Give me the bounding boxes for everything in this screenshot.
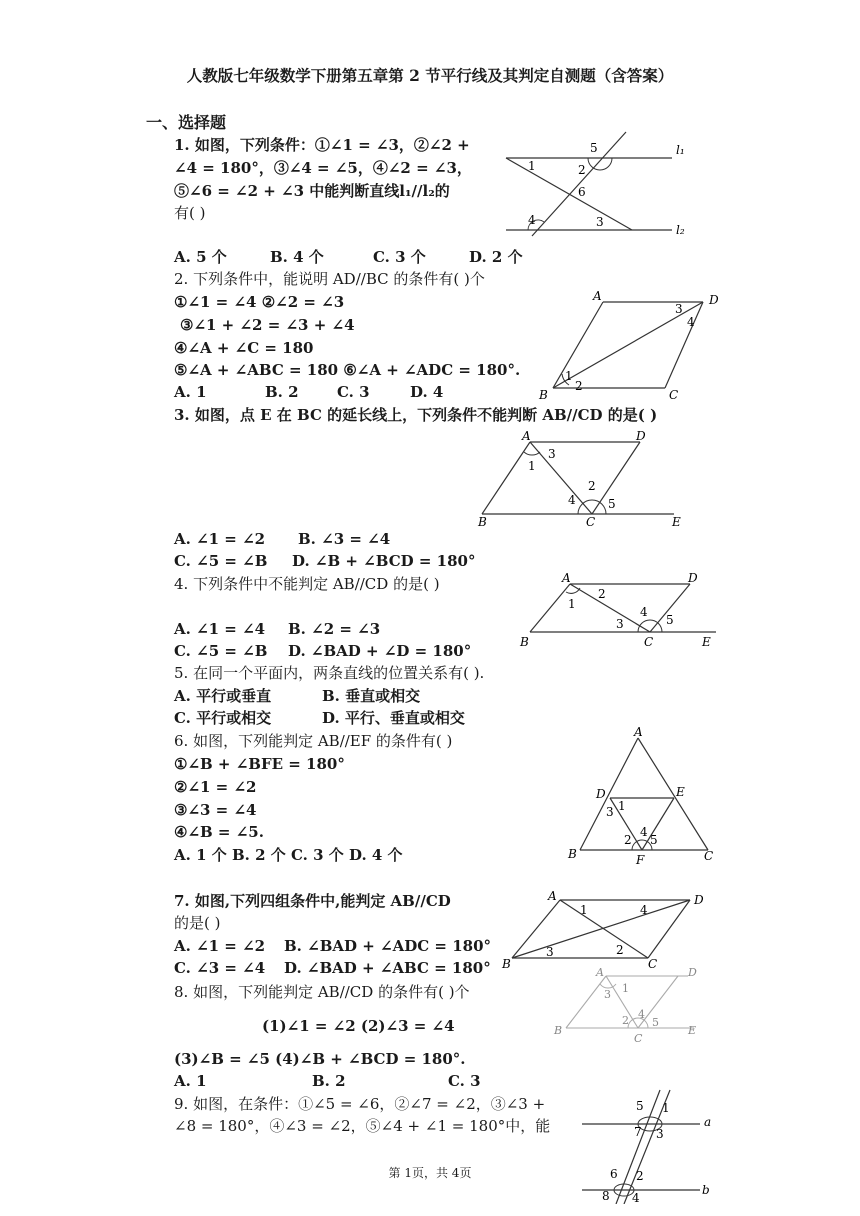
q3-option-a: A. ∠1 = ∠2 <box>174 530 266 548</box>
q3-label: 1 <box>528 459 536 473</box>
q2-label: B <box>539 388 548 402</box>
q2-label: C <box>669 388 679 402</box>
q4-label: D <box>688 571 698 585</box>
q6-label: 5 <box>650 833 658 847</box>
q5-option-d: D. 平行、垂直或相交 <box>322 709 465 727</box>
q7-label: 3 <box>546 945 554 959</box>
q8-option-c: C. 3 <box>448 1072 481 1090</box>
q1-line: 有( ) <box>174 204 206 222</box>
q7-label: C <box>648 957 658 970</box>
section-heading: 一、选择题 <box>146 113 227 132</box>
q8-figure <box>544 962 718 1046</box>
q3-option-c: C. ∠5 = ∠B <box>174 552 268 570</box>
q6-figure <box>562 724 728 868</box>
q1-label: l₁ <box>676 143 685 157</box>
q9-label: 8 <box>602 1189 610 1203</box>
q9-label: 6 <box>610 1167 618 1181</box>
q8-label: E <box>688 1024 697 1037</box>
q6-line: 6. 如图，下列能判定 AB//EF 的条件有( ) <box>174 732 453 750</box>
q4-figure <box>516 568 722 652</box>
q2-line: ③∠1 + ∠2 = ∠3 + ∠4 <box>180 316 355 334</box>
q2-line: ①∠1 = ∠4 ②∠2 = ∠3 <box>174 293 345 311</box>
q2-option-b: B. 2 <box>265 383 299 401</box>
q4-option-c: C. ∠5 = ∠B <box>174 642 268 660</box>
q3-figure <box>474 428 696 530</box>
q6-label: E <box>676 785 685 799</box>
q8-option-a: A. 1 <box>174 1072 207 1090</box>
q6-label: A <box>634 725 643 739</box>
q7-line: 7. 如图,下列四组条件中,能判定 AB//CD <box>174 892 451 910</box>
q2-label: 1 <box>565 369 573 383</box>
q9-label: b <box>702 1183 710 1197</box>
q7-label: D <box>694 893 704 907</box>
q9-label: 1 <box>662 1101 670 1115</box>
q9-label: 4 <box>632 1191 640 1204</box>
q8-label: D <box>688 966 697 979</box>
q7-label: A <box>548 889 557 903</box>
q5-option-c: C. 平行或相交 <box>174 709 272 727</box>
q8-line: (3)∠B = ∠5 (4)∠B + ∠BCD = 180°. <box>174 1050 466 1068</box>
q2-line: 2. 下列条件中，能说明 AD//BC 的条件有( )个 <box>174 270 485 288</box>
q1-line: ∠4 = 180°，③∠4 = ∠5，④∠2 = ∠3， <box>174 159 472 177</box>
q8-label: C <box>634 1032 643 1045</box>
q7-line: 的是( ) <box>174 914 221 932</box>
q9-label: 3 <box>656 1127 664 1141</box>
q1-figure <box>500 130 700 238</box>
q8-label: B <box>554 1024 563 1037</box>
q3-label: 5 <box>608 497 616 511</box>
q1-line: 1. 如图，下列条件：①∠1 = ∠3，②∠2 + <box>174 136 470 154</box>
q7-label: B <box>502 957 511 970</box>
q4-label: B <box>520 635 529 649</box>
q2-label: 3 <box>675 302 683 316</box>
q8-line: 8. 如图，下列能判定 AB//CD 的条件有( )个 <box>174 983 470 1001</box>
q9-label: a <box>704 1115 712 1129</box>
q6-label: D <box>596 787 606 801</box>
q7-option-d: D. ∠BAD + ∠ABC = 180° <box>284 959 491 977</box>
q8-label: 3 <box>604 988 611 1001</box>
q9-line: ∠8 = 180°，④∠3 = ∠2，⑤∠4 + ∠1 = 180°中，能 <box>174 1117 551 1135</box>
q6-label: 2 <box>624 833 632 847</box>
q7-figure <box>498 888 712 970</box>
q2-label: 4 <box>687 315 695 329</box>
q4-label: A <box>562 571 571 585</box>
q4-label: E <box>702 635 711 649</box>
q2-figure <box>535 288 735 403</box>
q6-line: ④∠B = ∠5. <box>174 823 264 841</box>
q4-option-b: B. ∠2 = ∠3 <box>288 620 381 638</box>
q8-label: 5 <box>652 1016 659 1029</box>
q4-line: 4. 下列条件中不能判定 AB//CD 的是( ) <box>174 575 440 593</box>
page-title: 人教版七年级数学下册第五章第 2 节平行线及其判定自测题（含答案） <box>186 66 674 85</box>
q2-option-c: C. 3 <box>337 383 370 401</box>
q8-label: 2 <box>622 1014 629 1027</box>
q3-label: C <box>586 515 596 529</box>
q6-line: ①∠B + ∠BFE = 180° <box>174 755 345 773</box>
q8-label: 1 <box>622 982 629 995</box>
q6-line: ③∠3 = ∠4 <box>174 801 257 819</box>
q4-label: C <box>644 635 654 649</box>
q4-option-d: D. ∠BAD + ∠D = 180° <box>288 642 472 660</box>
q1-option-a: A. 5 个 <box>174 248 227 266</box>
q4-label: 1 <box>568 597 576 611</box>
q3-label: D <box>636 429 646 443</box>
q4-label: 2 <box>598 587 606 601</box>
q5-option-b: B. 垂直或相交 <box>322 687 421 705</box>
q3-label: E <box>672 515 681 529</box>
q7-label: 2 <box>616 943 624 957</box>
q7-label: 4 <box>640 903 648 917</box>
q2-option-d: D. 4 <box>410 383 444 401</box>
q1-line: ⑤∠6 = ∠2 + ∠3 中能判断直线l₁//l₂的 <box>174 182 450 200</box>
q9-label: 7 <box>634 1125 642 1139</box>
q2-label: D <box>709 293 719 307</box>
q1-option-c: C. 3 个 <box>373 248 426 266</box>
q3-option-b: B. ∠3 = ∠4 <box>298 530 391 548</box>
q6-line: ②∠1 = ∠2 <box>174 778 257 796</box>
q2-line: ④∠A + ∠C = 180 <box>174 339 314 357</box>
q6-label: 4 <box>640 825 648 839</box>
q3-label: A <box>522 429 531 443</box>
q5-option-a: A. 平行或垂直 <box>174 687 272 705</box>
q7-label: 1 <box>580 903 588 917</box>
q5-line: 5. 在同一个平面内，两条直线的位置关系有( ). <box>174 664 485 682</box>
q3-label: 3 <box>548 447 556 461</box>
q3-option-d: D. ∠B + ∠BCD = 180° <box>292 552 476 570</box>
q1-label: 2 <box>578 163 586 177</box>
q1-label: 6 <box>578 185 586 199</box>
q6-label: 1 <box>618 799 626 813</box>
q4-option-a: A. ∠1 = ∠4 <box>174 620 266 638</box>
q2-label: 2 <box>575 379 583 393</box>
q2-line: ⑤∠A + ∠ABC = 180 ⑥∠A + ∠ADC = 180°. <box>174 361 521 379</box>
q7-option-b: B. ∠BAD + ∠ADC = 180° <box>284 937 492 955</box>
q6-label: B <box>568 847 577 861</box>
q2-option-a: A. 1 <box>174 383 207 401</box>
q1-label: 5 <box>590 141 598 155</box>
q1-option-b: B. 4 个 <box>270 248 324 266</box>
q6-label: F <box>636 853 645 867</box>
q6-options: A. 1 个 B. 2 个 C. 3 个 D. 4 个 <box>174 846 403 864</box>
q1-option-d: D. 2 个 <box>469 248 523 266</box>
q8-label: A <box>596 966 604 979</box>
q1-label: 1 <box>528 159 536 173</box>
q8-line: (1)∠1 = ∠2 (2)∠3 = ∠4 <box>262 1017 455 1035</box>
q4-label: 5 <box>666 613 674 627</box>
q9-label: 5 <box>636 1099 644 1113</box>
q7-option-c: C. ∠3 = ∠4 <box>174 959 266 977</box>
q7-option-a: A. ∠1 = ∠2 <box>174 937 266 955</box>
q2-label: A <box>593 289 602 303</box>
q8-label: 4 <box>638 1008 645 1021</box>
q3-label: 4 <box>568 493 576 507</box>
q1-label: 3 <box>596 215 604 229</box>
q3-label: B <box>478 515 487 529</box>
q3-line: 3. 如图，点 E 在 BC 的延长线上，下列条件不能判断 AB//CD 的是( ) <box>174 406 658 424</box>
q1-label: 4 <box>528 213 536 227</box>
q8-option-b: B. 2 <box>312 1072 346 1090</box>
page-footer: 第 1页，共 4页 <box>388 1166 472 1180</box>
q9-line: 9. 如图，在条件：①∠5 = ∠6，②∠7 = ∠2，③∠3 + <box>174 1095 546 1113</box>
q1-label: l₂ <box>676 223 685 237</box>
q4-label: 3 <box>616 617 624 631</box>
q9-figure <box>576 1086 726 1204</box>
q6-label: 3 <box>606 805 614 819</box>
q9-label: 2 <box>636 1169 644 1183</box>
q6-label: C <box>704 849 714 863</box>
q3-label: 2 <box>588 479 596 493</box>
q4-label: 4 <box>640 605 648 619</box>
